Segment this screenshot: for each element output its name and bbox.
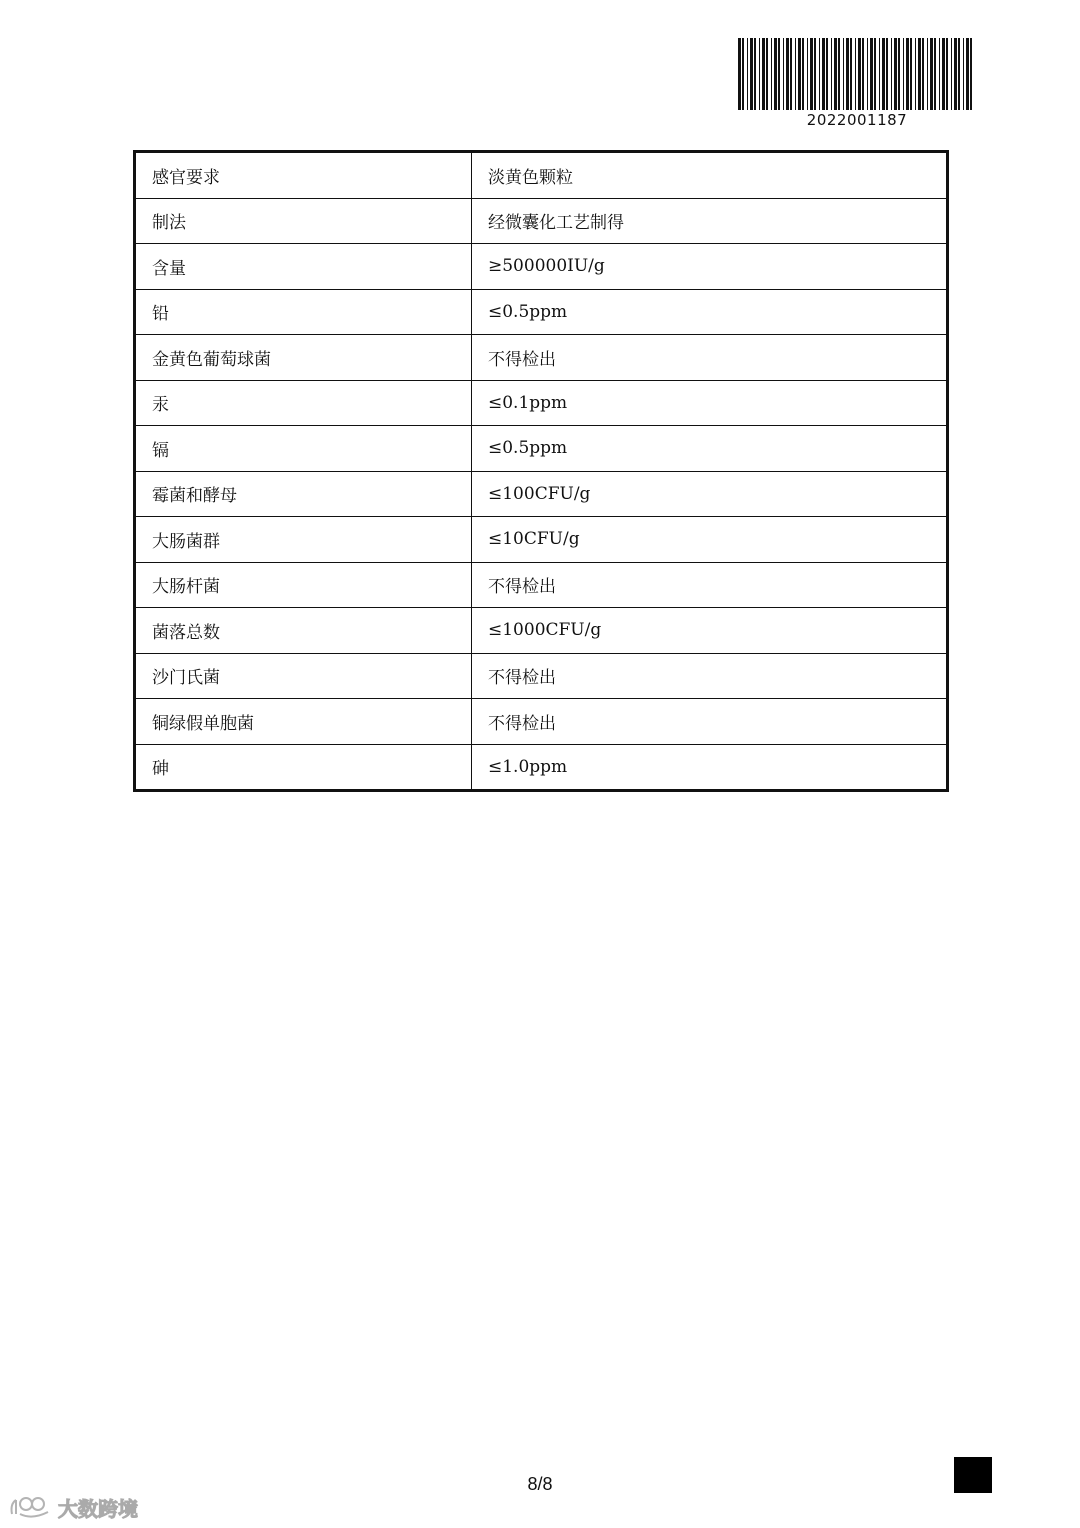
item-cell: 汞: [135, 380, 472, 426]
table-row: [135, 517, 948, 563]
value-cell: ≤10CFU/g: [472, 517, 948, 563]
table-row: [135, 608, 948, 654]
table-row: [135, 426, 948, 472]
item-cell: 含量: [135, 244, 472, 290]
value-cell: 不得检出: [472, 653, 948, 699]
table-row: [135, 244, 948, 290]
watermark-text: 大数跨境: [58, 1496, 138, 1521]
value-cell: 不得检出: [472, 335, 948, 381]
page-number: 8/8: [527, 1474, 553, 1494]
value-cell: ≤0.5ppm: [472, 289, 948, 335]
corner-marker: [954, 1457, 992, 1493]
item-cell: 铜绿假单胞菌: [135, 699, 472, 745]
table-row: [135, 152, 948, 199]
table-row: [135, 471, 948, 517]
table-row: [135, 699, 948, 745]
value-cell: ≥500000IU/g: [472, 244, 948, 290]
table-row: [135, 562, 948, 608]
item-cell: 感官要求: [135, 152, 472, 199]
item-cell: 大肠杆菌: [135, 562, 472, 608]
value-cell: ≤1.0ppm: [472, 744, 948, 791]
specification-table: [133, 150, 949, 792]
table-row: [135, 380, 948, 426]
value-cell: ≤0.1ppm: [472, 380, 948, 426]
watermark: [8, 1492, 138, 1522]
item-cell: 大肠菌群: [135, 517, 472, 563]
table-row: [135, 198, 948, 244]
value-cell: 不得检出: [472, 699, 948, 745]
item-cell: 制法: [135, 198, 472, 244]
item-cell: 霉菌和酵母: [135, 471, 472, 517]
item-cell: 菌落总数: [135, 608, 472, 654]
watermark-logo-icon: [8, 1494, 54, 1520]
value-cell: 淡黄色颗粒: [472, 152, 948, 199]
item-cell: 镉: [135, 426, 472, 472]
value-cell: ≤100CFU/g: [472, 471, 948, 517]
table-row: [135, 653, 948, 699]
value-cell: ≤0.5ppm: [472, 426, 948, 472]
item-cell: 沙门氏菌: [135, 653, 472, 699]
table-row: [135, 289, 948, 335]
barcode-bars: [734, 38, 980, 112]
value-cell: 经微囊化工艺制得: [472, 198, 948, 244]
item-cell: 铅: [135, 289, 472, 335]
value-cell: 不得检出: [472, 562, 948, 608]
value-cell: ≤1000CFU/g: [472, 608, 948, 654]
barcode-number: 2022001187: [806, 111, 908, 129]
table-row: [135, 744, 948, 791]
item-cell: 砷: [135, 744, 472, 791]
table-row: [135, 335, 948, 381]
barcode: [734, 38, 980, 128]
item-cell: 金黄色葡萄球菌: [135, 335, 472, 381]
